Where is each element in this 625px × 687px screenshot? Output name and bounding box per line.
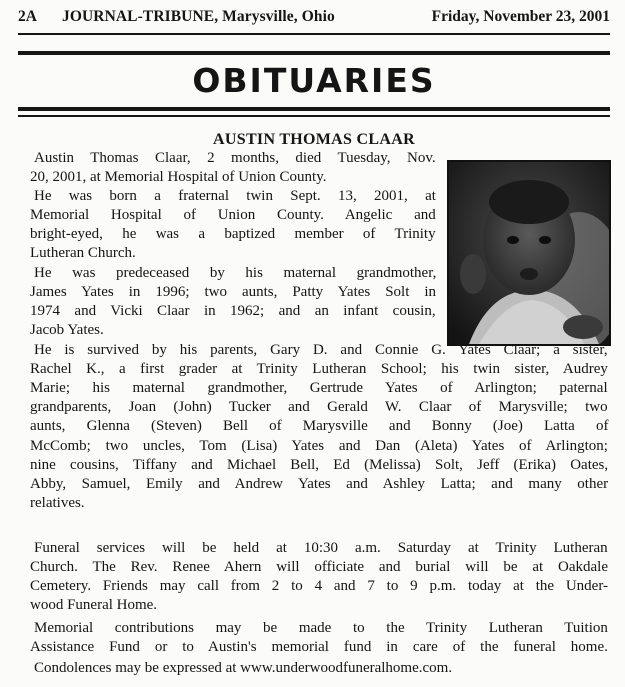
text-line: Rachel K., a first grader at Trinity Lutheran School; his twin sister, Audrey	[30, 361, 608, 377]
text-line: He was predeceased by his maternal grandmother,	[34, 265, 437, 281]
text-line: bright-eyed, he was a baptized member of Trinity	[30, 226, 436, 242]
text-line: Memorial contributions may be made to the Trinity Lutheran Tuition	[34, 620, 608, 636]
title-rule-thin	[18, 115, 610, 117]
text-line: Austin Thomas Claar, 2 months, died Tuesday, Nov.	[34, 150, 436, 166]
text-line: Abby, Samuel, Emily and Andrew Yates and Ashley Latta; and many other	[30, 476, 609, 492]
text-line: grandparents, Joan (John) Tucker and Gerald W. Claar of Marysville; two	[30, 399, 608, 415]
page-number: 2A	[18, 8, 37, 25]
text-line: Lutheran Church.	[30, 245, 136, 261]
text-line: James Yates in 1996; two aunts, Patty Yates Solt in	[30, 284, 437, 300]
text-line: He was born a fraternal twin Sept. 13, 2001, at	[34, 188, 436, 204]
text-line: Memorial Hospital of Union County. Angelic and	[30, 207, 436, 223]
title-rule-thick	[18, 107, 610, 111]
text-line: Assistance Fund or to Austin's memorial fund in care of the funeral home.	[30, 639, 608, 655]
obituary-headline: AUSTIN THOMAS CLAAR	[213, 131, 415, 148]
text-line: Marie; his maternal grandmother, Gertrude Yates of Arlington; paternal	[30, 380, 608, 396]
text-line: Church. The Rev. Renee Ahern will officiate and burial will be at Oakdale	[30, 559, 608, 575]
text-line: Funeral services will be held at 10:30 a.m. Saturday at Trinity Lutheran	[34, 540, 608, 556]
text-line: Condolences may be expressed at www.underwoodfuneralhome.com.	[34, 660, 453, 676]
text-line: relatives.	[30, 495, 85, 511]
text-line: Jacob Yates.	[30, 322, 104, 338]
text-line: 20, 2001, at Memorial Hospital of Union County.	[30, 169, 327, 185]
top-rule-thick	[18, 51, 610, 55]
top-rule-thin	[18, 33, 610, 35]
text-line: Cemetery. Friends may call from 2 to 4 and 7 to 9 p.m. today at the Under-	[30, 578, 609, 594]
infant-photo	[447, 160, 611, 346]
text-line: 1974 and Vicki Claar in 1962; and an infant cousin,	[30, 303, 436, 319]
photo-image	[449, 162, 609, 344]
text-line: nine cousins, Tiffany and Michael Bell, Ed (Melissa) Solt, Jeff (Erika) Oates,	[30, 457, 609, 473]
masthead	[18, 6, 610, 28]
text-line: aunts, Glenna (Steven) Bell of Marysville and Bonny (Joe) Latta of	[30, 418, 609, 434]
section-title: OBITUARIES	[192, 61, 436, 100]
newspaper-name: JOURNAL-TRIBUNE, Marysville, Ohio	[62, 8, 335, 25]
text-line: wood Funeral Home.	[30, 597, 158, 613]
publication-date: Friday, November 23, 2001	[431, 8, 610, 25]
text-line: He is survived by his parents, Gary D. and Connie G. Yates Claar; a sister,	[34, 342, 608, 358]
text-line: McComb; two uncles, Tom (Lisa) Yates and Dan (Aleta) Yates of Arlington;	[30, 438, 608, 454]
